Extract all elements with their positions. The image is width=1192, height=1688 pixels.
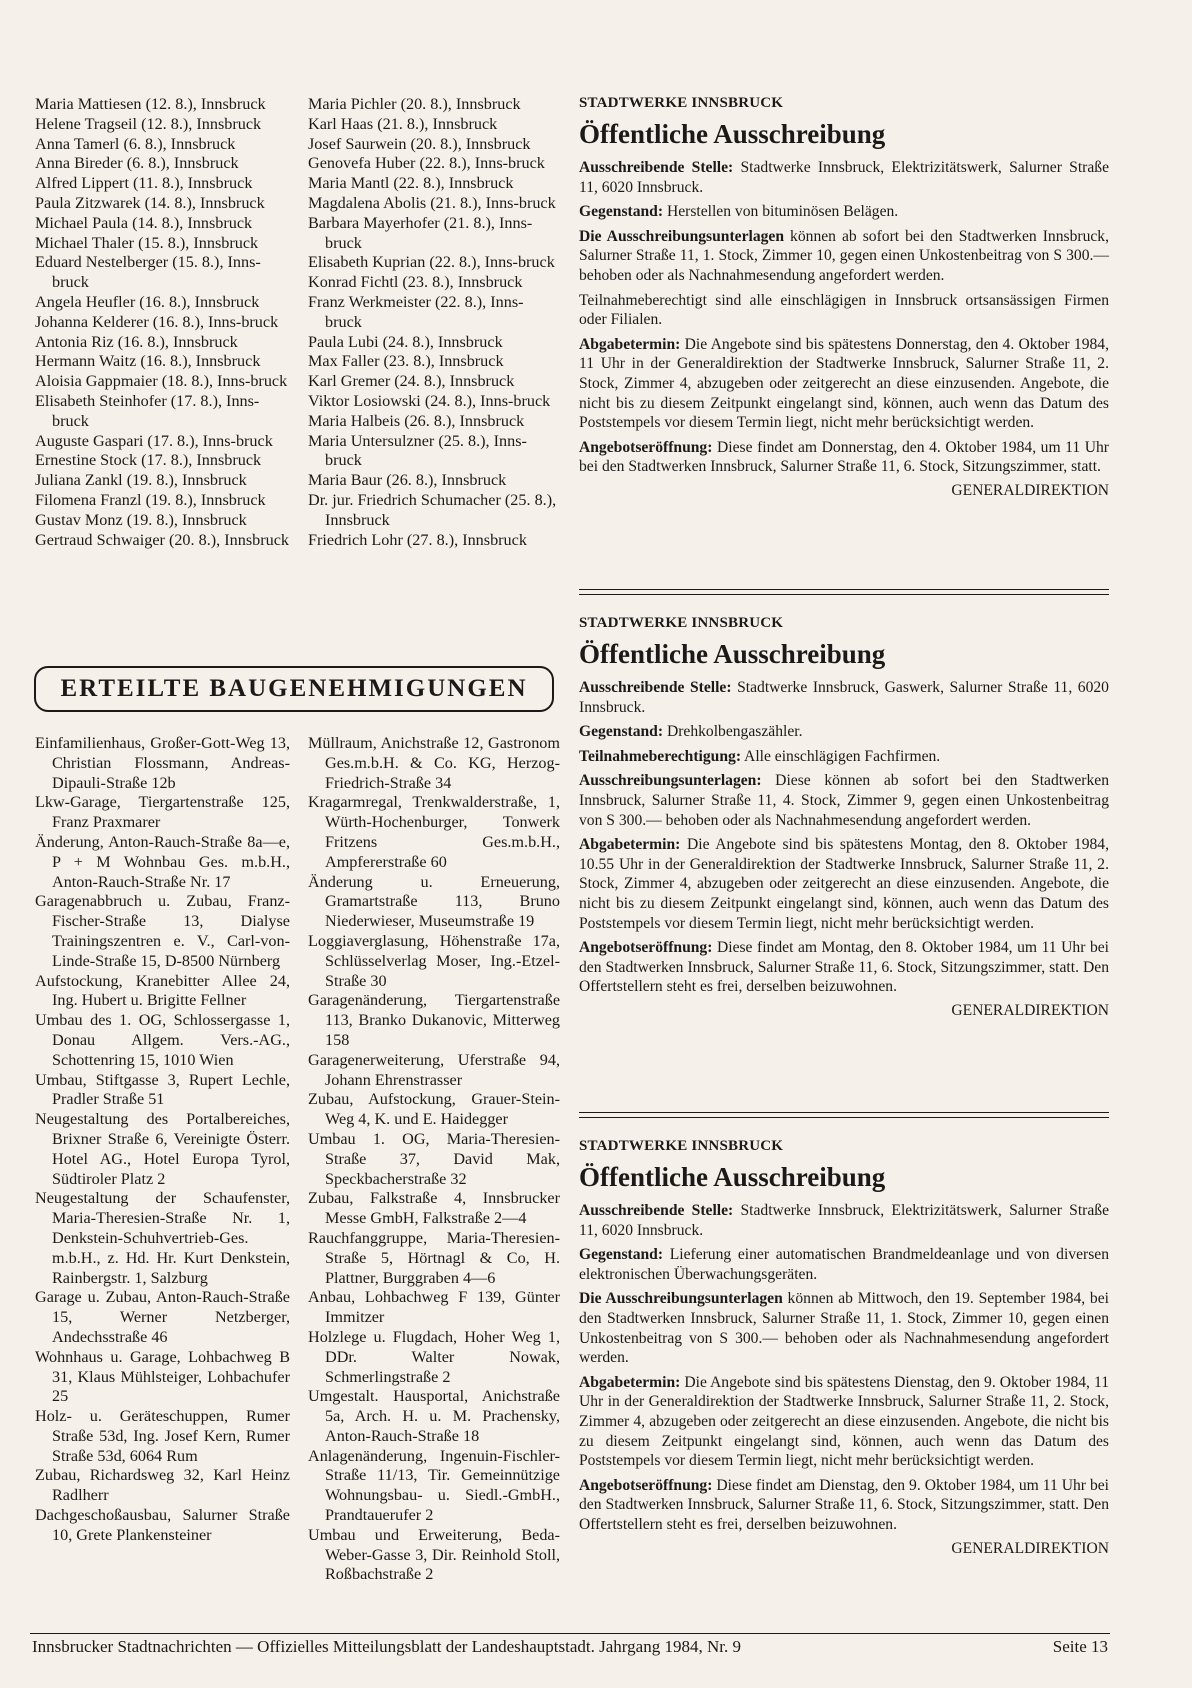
list-item: Michael Paula (14. 8.), Innsbruck xyxy=(35,213,253,232)
paragraph-label: Abgabetermin: xyxy=(579,1373,681,1391)
list-item: Umbau und Erweiterung, Beda-Weber-Gasse 3, Dir. Reinhold Stoll, Roßbachstraße 2 xyxy=(308,1525,560,1584)
list-item: Angela Heufler (16. 8.), Innsbruck xyxy=(35,292,260,311)
notice-org: STADTWERKE INNSBRUCK xyxy=(579,615,784,631)
notice-paragraph xyxy=(579,678,1109,717)
list-item: Ernestine Stock (17. 8.), Innsbruck xyxy=(35,451,262,470)
list-item: Friedrich Lohr (27. 8.), Innsbruck xyxy=(308,530,527,549)
list-item: Anbau, Lohbachweg F 139, Günter Immitzer xyxy=(308,1288,560,1327)
paragraph-text: Diese findet am Dienstag, den 9. Oktober 1984, um 11 Uhr bei den Stadtwerken Innsbruck, Salurner Straße 11, 6. Stock, Sitzungszimmer, statt. Den Offertstellern steht es frei, derselben beizuwohnen. xyxy=(579,1476,1109,1533)
list-item: Zubau, Falkstraße 4, Innsbrucker Messe GmbH, Falkstraße 2—4 xyxy=(308,1189,560,1228)
list-item: Anna Tamerl (6. 8.), Innsbruck xyxy=(35,134,236,153)
paragraph-label: Ausschreibende Stelle: xyxy=(579,159,734,176)
list-item: Neugestaltung des Portalbereiches, Brixner Straße 6, Vereinigte Österr. Hotel AG., Hotel Europa Tyrol, Südtiroler Platz 2 xyxy=(35,1110,290,1188)
list-item: Paula Lubi (24. 8.), Innsbruck xyxy=(308,332,503,351)
list-item: Franz Werkmeister (22. 8.), Inns-bruck xyxy=(308,292,524,331)
paragraph-label: Angebotseröffnung: xyxy=(579,438,713,456)
notice-paragraph xyxy=(579,938,1109,997)
paragraph-text: Diese können ab sofort bei den Stadtwerken Innsbruck, Salurner Straße 11, 4. Stock, Zimmer 9, gegen einen Unkostenbeitrag von S 300.— behoben oder als Nachnahmesendung angefordert werden. xyxy=(579,772,1109,829)
list-item: Zubau, Aufstockung, Grauer-Stein-Weg 4, K. und E. Haidegger xyxy=(308,1090,560,1129)
list-item: Neugestaltung der Schaufenster, Maria-Theresien-Straße Nr. 1, Denkstein-Schuhvertrieb-Ges. m.b.H., z. Hd. Hr. Kurt Denkstein, Rainbergstr. 1, Salzburg xyxy=(35,1189,290,1287)
list-item: Aloisia Gappmaier (18. 8.), Inns-bruck xyxy=(35,372,288,391)
notice-paragraph xyxy=(579,1201,1109,1240)
notice-signature: GENERALDIREKTION xyxy=(951,481,1109,499)
list-item: Hermann Waitz (16. 8.), Innsbruck xyxy=(35,352,261,371)
list-item: Elisabeth Kuprian (22. 8.), Inns-bruck xyxy=(308,253,555,272)
notice-paragraph xyxy=(579,202,1109,222)
tender-notice-1 xyxy=(579,95,1109,500)
divider xyxy=(579,1112,1109,1118)
list-item: Garage u. Zubau, Anton-Rauch-Straße 15, Werner Netzberger, Andechsstraße 46 xyxy=(35,1288,290,1346)
list-item: Anna Bireder (6. 8.), Innsbruck xyxy=(35,154,239,173)
list-item: Johanna Kelderer (16. 8.), Inns-bruck xyxy=(35,312,279,331)
notice-org: STADTWERKE INNSBRUCK xyxy=(579,1138,784,1154)
list-item: Barbara Mayerhofer (21. 8.), Inns-bruck xyxy=(308,213,533,252)
paragraph-text: Drehkolbengaszähler. xyxy=(663,723,803,741)
list-item: Aufstockung, Kranebitter Allee 24, Ing. Hubert u. Brigitte Fellner xyxy=(35,971,290,1010)
paragraph-text: können ab sofort bei den Stadtwerken Innsbruck, Salurner Straße 11, 1. Stock, Zimmer 10, gegen einen Unkostenbeitrag von S 300.— behoben oder als Nachnahmesendung angefordert werden. xyxy=(579,227,1109,284)
paragraph-label: Ausschreibende Stelle: xyxy=(579,1202,734,1219)
paragraph-label: Ausschreibungsunterlagen: xyxy=(579,772,762,790)
list-item: Kragarmregal, Trenkwalderstraße, 1, Würth-Hochenburger, Tonwerk Fritzens Ges.m.b.H., Ampfererstraße 60 xyxy=(308,793,560,871)
list-item: Konrad Fichtl (23. 8.), Innsbruck xyxy=(308,273,523,292)
notice-paragraph xyxy=(579,158,1109,197)
deaths-list-col1 xyxy=(35,95,290,550)
list-item: Umgestalt. Hausportal, Anichstraße 5a, Arch. H. u. M. Prachensky, Anton-Rauch-Straße 18 xyxy=(308,1387,560,1445)
paragraph-label: Abgabetermin: xyxy=(579,335,681,353)
page-footer xyxy=(32,1637,1108,1657)
notice-paragraph xyxy=(579,335,1109,433)
notice-paragraph xyxy=(579,1245,1109,1284)
list-item: Karl Haas (21. 8.), Innsbruck xyxy=(308,114,498,133)
footer-rule xyxy=(30,1633,1110,1634)
paragraph-text: Die Angebote sind bis spätestens Donnerstag, den 4. Oktober 1984, 11 Uhr in der Generaldirektion der Stadtwerke Innsbruck, Salurner Straße 11, 2. Stock, Zimmer 4, abzugeben oder zeitgerecht an diese einzusenden. Angebote, die nicht bis zu diesem Zeitpunkt eingelangt sind, können, auch wenn das Datum des Poststempels vor diesem Termin liegt, nicht mehr berücksichtigt werden. xyxy=(579,335,1109,432)
paragraph-label: Gegenstand: xyxy=(579,1246,664,1264)
list-item: Auguste Gaspari (17. 8.), Inns-bruck xyxy=(35,431,273,450)
notice-paragraph xyxy=(579,227,1109,286)
list-item: Zubau, Richardsweg 32, Karl Heinz Radlherr xyxy=(35,1466,290,1505)
building-permits-col1 xyxy=(35,734,290,1546)
notice-org: STADTWERKE INNSBRUCK xyxy=(579,95,784,111)
notice-title: Öffentliche Ausschreibung xyxy=(579,119,886,149)
notice-title: Öffentliche Ausschreibung xyxy=(579,1162,886,1192)
list-item: Müllraum, Anichstraße 12, Gastronom Ges.m.b.H. & Co. KG, Herzog-Friedrich-Straße 34 xyxy=(308,734,560,792)
notice-paragraph xyxy=(579,1373,1109,1471)
list-item: Gertraud Schwaiger (20. 8.), Innsbruck xyxy=(35,530,289,549)
list-item: Lkw-Garage, Tiergartenstraße 125, Franz Praxmarer xyxy=(35,793,290,832)
notice-body xyxy=(579,678,1109,997)
list-item: Umbau 1. OG, Maria-Theresien-Straße 37, David Mak, Speckbacherstraße 32 xyxy=(308,1129,560,1188)
list-item: Filomena Franzl (19. 8.), Innsbruck xyxy=(35,490,266,509)
list-item: Dr. jur. Friedrich Schumacher (25. 8.), Innsbruck xyxy=(308,490,557,529)
list-item: Umbau des 1. OG, Schlossergasse 1, Donau Allgem. Vers.-AG., Schottenring 15, 1010 Wien xyxy=(35,1011,290,1069)
list-item: Antonia Riz (16. 8.), Innsbruck xyxy=(35,332,238,351)
notice-body xyxy=(579,158,1109,477)
paragraph-text: Herstellen von bituminösen Belägen. xyxy=(663,203,899,221)
list-item: Maria Halbeis (26. 8.), Innsbruck xyxy=(308,411,525,430)
notice-paragraph xyxy=(579,771,1109,830)
paragraph-text: Alle einschlägigen Fachfirmen. xyxy=(741,747,941,765)
paragraph-text: Die Angebote sind bis spätestens Montag, den 8. Oktober 1984, 10.55 Uhr in der Generaldirektion der Stadtwerke Innsbruck, Salurner Straße 11, 2. Stock, Zimmer 4, abzugeben oder zeitgerecht an diese einzusenden. Angebote, die nicht bis zu diesem Zeitpunkt eingelangt sind, können, auch wenn das Datum des Poststempels vor diesem Termin liegt, nicht mehr berücksichtigt werden. xyxy=(579,836,1109,932)
notice-title: Öffentliche Ausschreibung xyxy=(579,639,886,669)
list-item: Anlagenänderung, Ingenuin-Fischler-Straße 11/13, Tir. Gemeinnützige Wohnungsbau- u. Siedl.-GmbH., Prandtauerufer 2 xyxy=(308,1446,560,1525)
notice-paragraph xyxy=(579,722,1109,742)
divider xyxy=(579,589,1109,595)
paragraph-text: Lieferung einer automatischen Brandmeldeanlage und von diversen elektronischen Überwachungsgeräten. xyxy=(579,1246,1109,1283)
paragraph-text: Stadtwerke Innsbruck, Gaswerk, Salurner Straße 11, 6020 Innsbruck. xyxy=(579,679,1109,716)
list-item: Maria Baur (26. 8.), Innsbruck xyxy=(308,471,507,490)
notice-paragraph xyxy=(579,1289,1109,1367)
paragraph-text: Stadtwerke Innsbruck, Elektrizitätswerk, Salurner Straße 11, 6020 Innsbruck. xyxy=(579,159,1109,196)
paragraph-label: Die Ausschreibungsunterlagen xyxy=(579,1290,783,1308)
list-item: Dachgeschoßausbau, Salurner Straße 10, Grete Plankensteiner xyxy=(35,1506,290,1544)
list-item: Eduard Nestelberger (15. 8.), Inns-bruck xyxy=(35,253,261,292)
paragraph-label: Gegenstand: xyxy=(579,203,664,221)
paragraph-text: Diese findet am Montag, den 8. Oktober 1984, um 11 Uhr bei den Stadtwerken Innsbruck, Salurner Straße 11, 6. Stock, Sitzungszimmer, statt. Den Offertstellern steht es frei, derselben beizuwohnen. xyxy=(579,939,1109,996)
paragraph-text: Diese findet am Donnerstag, den 4. Oktober 1984, um 11 Uhr bei den Stadtwerken Innsbruck, Salurner Straße 11, 6. Stock, Sitzungszimmer, statt. xyxy=(579,438,1109,476)
list-item: Maria Mattiesen (12. 8.), Innsbruck xyxy=(35,95,266,113)
paragraph-label: Angebotseröffnung: xyxy=(579,1476,713,1494)
list-item: Änderung, Anton-Rauch-Straße 8a—e, P + M Wohnbau Ges. m.b.H., Anton-Rauch-Straße Nr. 17 xyxy=(35,832,290,891)
list-item: Garagenänderung, Tiergartenstraße 113, Branko Dukanovic, Mitterweg 158 xyxy=(308,991,560,1049)
list-item: Loggiaverglasung, Höhenstraße 17a, Schlüsselverlag Moser, Ing.-Etzel-Straße 30 xyxy=(308,931,560,990)
list-item: Paula Zitzwarek (14. 8.), Innsbruck xyxy=(35,193,265,212)
paragraph-text: können ab Mittwoch, den 19. September 1984, bei den Stadtwerken Innsbruck, Salurner Straße 11, 1. Stock, Zimmer 10, gegen einen Unkostenbeitrag von S 300.— behoben oder als Nachnahmesendung angefordert werden. xyxy=(579,1290,1109,1367)
list-item: Maria Mantl (22. 8.), Innsbruck xyxy=(308,174,514,193)
list-item: Helene Tragseil (12. 8.), Innsbruck xyxy=(35,114,262,133)
list-item: Viktor Losiowski (24. 8.), Inns-bruck xyxy=(308,391,551,410)
list-item: Wohnhaus u. Garage, Lohbachweg B 31, Klaus Mühlsteiger, Lohbachufer 25 xyxy=(35,1347,290,1406)
list-item: Max Faller (23. 8.), Innsbruck xyxy=(308,352,504,371)
building-permits-col2 xyxy=(308,734,560,1585)
tender-notice-3 xyxy=(579,1138,1109,1558)
footer-publication: Innsbrucker Stadtnachrichten — Offizielles Mitteilungsblatt der Landeshauptstadt. Jahrgang 1984, Nr. 9 xyxy=(32,1637,741,1656)
list-item: Umbau, Stiftgasse 3, Rupert Lechle, Pradler Straße 51 xyxy=(35,1070,290,1109)
list-item: Karl Gremer (24. 8.), Innsbruck xyxy=(308,372,515,391)
list-item: Änderung u. Erneuerung, Gramartstraße 113, Bruno Niederwieser, Museumstraße 19 xyxy=(308,872,560,931)
paragraph-label: Gegenstand: xyxy=(579,723,664,741)
list-item: Einfamilienhaus, Großer-Gott-Weg 13, Christian Flossmann, Andreas-Dipauli-Straße 12b xyxy=(35,734,290,792)
page-number: Seite 13 xyxy=(1052,1637,1108,1656)
notice-paragraph xyxy=(579,747,1109,767)
notice-body xyxy=(579,1201,1109,1535)
list-item: Magdalena Abolis (21. 8.), Inns-bruck xyxy=(308,193,556,212)
building-permits-heading: ERTEILTE BAUGENEHMIGUNGEN xyxy=(34,666,554,712)
paragraph-label: Angebotseröffnung: xyxy=(579,939,713,957)
notice-signature: GENERALDIREKTION xyxy=(951,1001,1109,1019)
paragraph-label: Ausschreibende Stelle: xyxy=(579,679,732,696)
list-item: Elisabeth Steinhofer (17. 8.), Inns-bruck xyxy=(35,391,260,430)
notice-paragraph xyxy=(579,1476,1109,1535)
list-item: Juliana Zankl (19. 8.), Innsbruck xyxy=(35,471,247,490)
paragraph-label: Teilnahmeberechtigung: xyxy=(579,747,742,765)
paragraph-text: Die Angebote sind bis spätestens Dienstag, den 9. Oktober 1984, 11 Uhr in der Generaldirektion der Stadtwerke Innsbruck, Salurner Straße 11, 2. Stock, Zimmer 4, abzugeben oder zeitgerecht an diese einzusenden. Angebote, die nicht bis zu diesem Zeitpunkt eingelangt sind, können, auch wenn das Datum des Poststempels vor diesem Termin liegt, nicht mehr berücksichtigt werden. xyxy=(579,1373,1109,1470)
list-item: Maria Untersulzner (25. 8.), Inns-bruck xyxy=(308,431,527,470)
deaths-list-col2 xyxy=(308,95,560,550)
list-item: Gustav Monz (19. 8.), Innsbruck xyxy=(35,510,247,529)
list-item: Josef Saurwein (20. 8.), Innsbruck xyxy=(308,134,531,153)
notice-signature: GENERALDIREKTION xyxy=(951,1539,1109,1557)
paragraph-text: Stadtwerke Innsbruck, Elektrizitätswerk, Salurner Straße 11, 6020 Innsbruck. xyxy=(579,1202,1109,1239)
paragraph-text: Teilnahmeberechtigt sind alle einschlägigen in Innsbruck ortsansässigen Firmen oder Filialen. xyxy=(579,291,1109,329)
list-item: Garagenerweiterung, Uferstraße 94, Johann Ehrenstrasser xyxy=(308,1050,560,1089)
notice-paragraph xyxy=(579,291,1109,330)
list-item: Garagenabbruch u. Zubau, Franz-Fischer-Straße 13, Dialyse Trainingszentren e. V., Carl-von-Linde-Straße 15, D-8500 Nürnberg xyxy=(35,892,290,970)
paragraph-label: Abgabetermin: xyxy=(579,836,681,854)
list-item: Holzlege u. Flugdach, Hoher Weg 1, DDr. Walter Nowak, Schmerlingstraße 2 xyxy=(308,1327,560,1386)
list-item: Michael Thaler (15. 8.), Innsbruck xyxy=(35,233,259,252)
notice-paragraph xyxy=(579,835,1109,933)
list-item: Rauchfanggruppe, Maria-Theresien-Straße 5, Hörtnagl & Co, H. Plattner, Burggraben 4—6 xyxy=(308,1228,560,1287)
list-item: Genovefa Huber (22. 8.), Inns-bruck xyxy=(308,154,545,173)
paragraph-label: Die Ausschreibungsunterlagen xyxy=(579,227,785,245)
notice-paragraph xyxy=(579,438,1109,477)
list-item: Maria Pichler (20. 8.), Innsbruck xyxy=(308,95,521,113)
list-item: Holz- u. Geräteschuppen, Rumer Straße 53d, Ing. Josef Kern, Rumer Straße 53d, 6064 Rum xyxy=(35,1407,290,1465)
tender-notice-2 xyxy=(579,615,1109,1020)
list-item: Alfred Lippert (11. 8.), Innsbruck xyxy=(35,174,253,193)
